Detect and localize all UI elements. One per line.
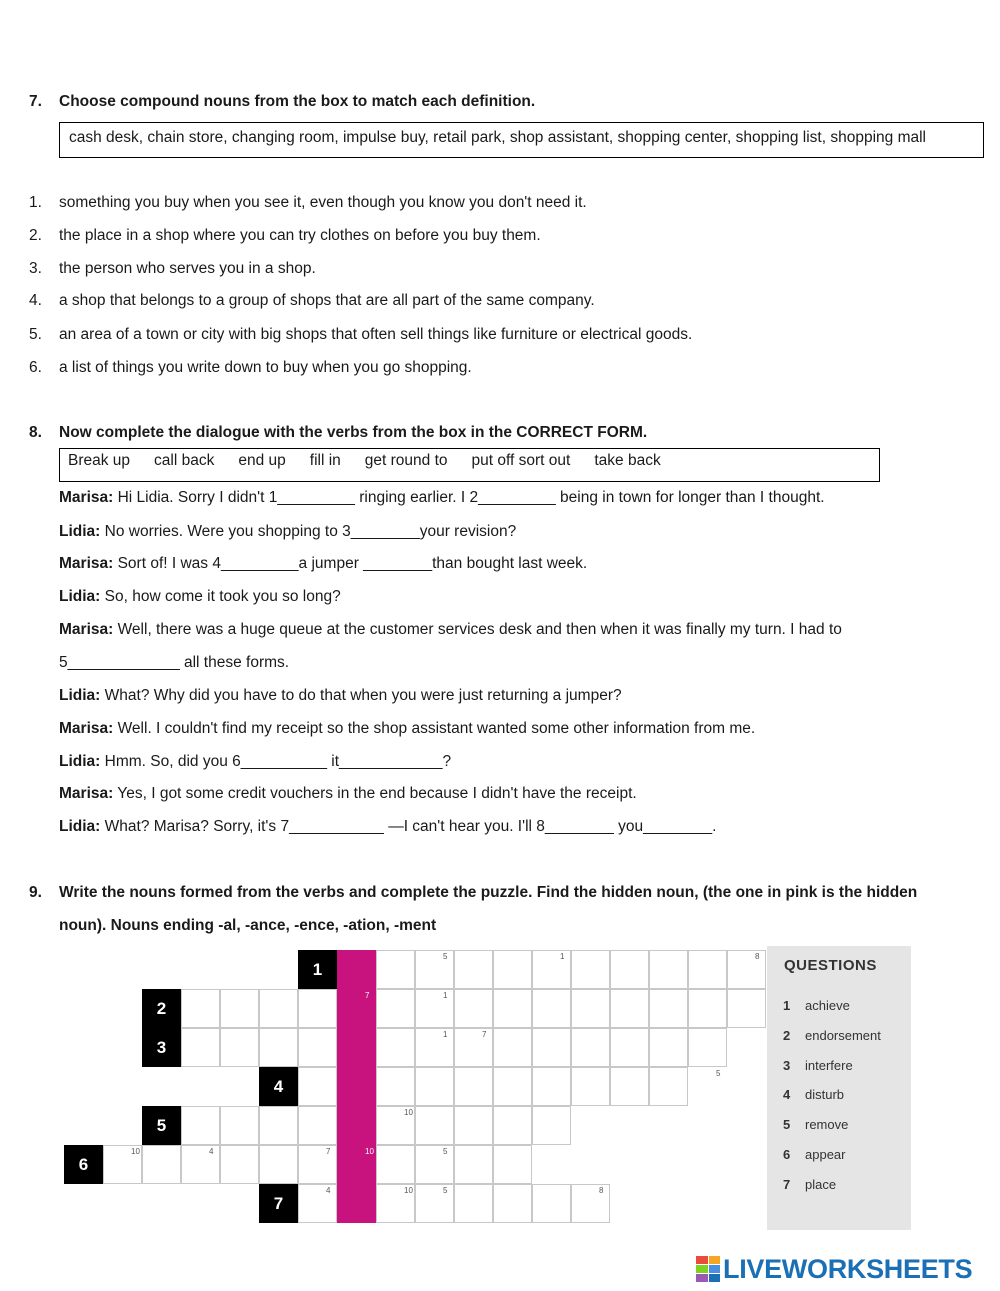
verb-word: fill in xyxy=(309,452,341,469)
definition-text: the place in a shop where you can try clothes on before you buy them. xyxy=(59,227,541,244)
cell-hint-number: 8 xyxy=(599,1186,604,1195)
crossword-cell[interactable] xyxy=(415,1184,454,1223)
cell-hint-number: 5 xyxy=(443,1147,448,1156)
cell-hint-number: 1 xyxy=(443,1030,448,1039)
crossword-cell[interactable] xyxy=(181,1145,220,1184)
crossword-cell[interactable] xyxy=(571,950,610,989)
line-text: No worries. Were you shopping to 3________your revision? xyxy=(100,523,517,540)
dialogue-line xyxy=(59,687,622,705)
crossword-cell[interactable] xyxy=(688,950,727,989)
speaker: Marisa: xyxy=(59,785,114,802)
hidden-word-cell[interactable] xyxy=(337,950,376,989)
crossword-cell[interactable] xyxy=(571,1067,610,1106)
crossword-cell[interactable] xyxy=(181,1028,220,1067)
definition-number: 4. xyxy=(29,292,42,309)
q7-number: 7. xyxy=(29,93,42,110)
cell-hint-number: 10 xyxy=(404,1186,413,1195)
speaker: Lidia: xyxy=(59,818,101,835)
crossword-cell[interactable] xyxy=(142,1145,181,1184)
crossword-cell[interactable] xyxy=(532,1028,571,1067)
crossword-cell[interactable] xyxy=(532,1067,571,1106)
crossword-cell[interactable] xyxy=(454,1067,493,1106)
crossword-cell[interactable] xyxy=(649,950,688,989)
question-verb: endorsement xyxy=(805,1028,881,1043)
crossword-cell[interactable] xyxy=(220,1028,259,1067)
crossword-cell[interactable] xyxy=(649,989,688,1028)
dialogue-line xyxy=(59,555,587,573)
crossword-cell[interactable] xyxy=(415,1028,454,1067)
q8-verb-box xyxy=(59,448,880,482)
dialogue-line xyxy=(59,818,716,836)
cell-hint-number: 7 xyxy=(326,1147,331,1156)
cell-hint-number: 10 xyxy=(404,1108,413,1117)
definition-number: 3. xyxy=(29,260,42,277)
crossword-cell[interactable] xyxy=(454,989,493,1028)
definition-text: something you buy when you see it, even though you know you don't need it. xyxy=(59,194,587,211)
crossword-cell[interactable] xyxy=(415,1067,454,1106)
crossword-cell[interactable] xyxy=(220,1145,259,1184)
question-item xyxy=(783,1177,836,1192)
crossword-cell[interactable] xyxy=(493,950,532,989)
definition-number: 6. xyxy=(29,359,42,376)
crossword-cell[interactable] xyxy=(376,989,415,1028)
verb-word: Break up xyxy=(68,452,131,469)
cell-hint-number: 4 xyxy=(326,1186,331,1195)
q9-title-line2: noun). Nouns ending -al, -ance, -ence, -ation, -ment xyxy=(59,917,437,934)
dialogue-line xyxy=(59,720,755,738)
hidden-word-cell[interactable] xyxy=(337,1184,376,1223)
definition-text: an area of a town or city with big shops that often sell things like furniture or electrical goods. xyxy=(59,326,693,343)
q7-word-box xyxy=(59,122,984,158)
crossword-cell[interactable] xyxy=(493,989,532,1028)
speaker: Marisa: xyxy=(59,720,114,737)
crossword-row-label: 1 xyxy=(298,950,337,989)
cell-hint-number: 1 xyxy=(560,952,565,961)
crossword-cell[interactable] xyxy=(727,989,766,1028)
line-text: 5_____________ all these forms. xyxy=(59,654,290,671)
q7-title: Choose compound nouns from the box to match each definition. xyxy=(59,93,536,110)
verb-word: end up xyxy=(238,452,286,469)
crossword-cell[interactable] xyxy=(376,1067,415,1106)
question-item xyxy=(783,1058,853,1073)
cell-hint-number: 4 xyxy=(209,1147,214,1156)
speaker: Lidia: xyxy=(59,523,101,540)
crossword-row-label: 7 xyxy=(259,1184,298,1223)
question-verb: place xyxy=(805,1177,837,1192)
cell-hint-number: 10 xyxy=(131,1147,140,1156)
crossword-cell[interactable] xyxy=(571,1184,610,1223)
crossword-cell[interactable] xyxy=(610,989,649,1028)
crossword-cell[interactable] xyxy=(454,1184,493,1223)
definition-text: a list of things you write down to buy when you go shopping. xyxy=(59,359,472,376)
crossword-cell[interactable] xyxy=(493,1106,532,1145)
crossword-cell[interactable] xyxy=(532,989,571,1028)
crossword-cell[interactable] xyxy=(181,989,220,1028)
definition-text: a shop that belongs to a group of shops that are all part of the same company. xyxy=(59,292,595,309)
crossword-cell[interactable] xyxy=(376,1028,415,1067)
dialogue-line xyxy=(59,785,637,803)
line-text: What? Marisa? Sorry, it's 7___________ —I can't hear you. I'll 8________ you________. xyxy=(100,818,717,835)
line-text: Hi Lidia. Sorry I didn't 1_________ ringing earlier. I 2_________ being in town for longer than I thought. xyxy=(113,489,825,506)
cell-hint-number: 5 xyxy=(716,1069,721,1078)
crossword-cell[interactable] xyxy=(688,989,727,1028)
question-number: 4 xyxy=(783,1087,791,1102)
line-text: Well. I couldn't find my receipt so the shop assistant wanted some other information from me. xyxy=(113,720,756,737)
crossword-row-label: 3 xyxy=(142,1028,181,1067)
crossword-cell[interactable] xyxy=(220,989,259,1028)
cell-hint-number: 5 xyxy=(443,952,448,961)
crossword-cell[interactable] xyxy=(298,1145,337,1184)
question-number: 1 xyxy=(783,998,791,1013)
q7-word-list: cash desk, chain store, changing room, impulse buy, retail park, shop assistant, shopping center, shopping list, shopping mall xyxy=(69,129,926,146)
line-text: Well, there was a huge queue at the customer services desk and then when it was finally my turn. I had to xyxy=(113,621,842,638)
hidden-word-cell[interactable] xyxy=(337,1106,376,1145)
crossword-row-label: 5 xyxy=(142,1106,181,1145)
question-item xyxy=(783,1147,845,1162)
crossword-cell[interactable] xyxy=(259,1145,298,1184)
line-text: Hmm. So, did you 6__________ it____________? xyxy=(100,753,452,770)
crossword-cell[interactable] xyxy=(727,950,766,989)
crossword-cell[interactable] xyxy=(454,1028,493,1067)
crossword-cell[interactable] xyxy=(298,989,337,1028)
q8-number: 8. xyxy=(29,424,42,441)
crossword-cell[interactable] xyxy=(688,1028,727,1067)
question-verb: achieve xyxy=(805,998,850,1013)
question-item xyxy=(783,1117,848,1132)
question-verb: appear xyxy=(805,1147,846,1162)
questions-title: QUESTIONS xyxy=(784,957,877,974)
crossword-cell[interactable] xyxy=(571,1028,610,1067)
crossword-cell[interactable] xyxy=(454,950,493,989)
liveworksheets-logo xyxy=(696,1254,972,1284)
crossword-cell[interactable] xyxy=(415,1145,454,1184)
q9-number: 9. xyxy=(29,884,42,901)
question-item xyxy=(783,1028,881,1043)
crossword-cell[interactable] xyxy=(376,950,415,989)
question-number: 2 xyxy=(783,1028,791,1043)
crossword-cell[interactable] xyxy=(493,1067,532,1106)
question-verb: remove xyxy=(805,1117,849,1132)
crossword-cell[interactable] xyxy=(220,1106,259,1145)
speaker: Lidia: xyxy=(59,687,101,704)
logo-text: LIVEWORKSHEETS xyxy=(723,1253,973,1284)
crossword-cell[interactable] xyxy=(259,1028,298,1067)
dialogue-line xyxy=(59,621,842,639)
crossword-row-label: 6 xyxy=(64,1145,103,1184)
crossword-cell[interactable] xyxy=(454,1106,493,1145)
crossword-cell[interactable] xyxy=(415,950,454,989)
crossword-cell[interactable] xyxy=(298,1106,337,1145)
logo-mark-icon xyxy=(696,1256,720,1282)
crossword-cell[interactable] xyxy=(571,989,610,1028)
crossword-cell[interactable] xyxy=(298,1028,337,1067)
verb-word: call back xyxy=(154,452,215,469)
crossword-cell[interactable] xyxy=(415,989,454,1028)
question-number: 5 xyxy=(783,1117,791,1132)
q8-title: Now complete the dialogue with the verbs from the box in the CORRECT FORM. xyxy=(59,424,648,441)
hidden-word-cell[interactable] xyxy=(337,989,376,1028)
dialogue-line xyxy=(59,753,451,771)
speaker: Lidia: xyxy=(59,588,101,605)
speaker: Marisa: xyxy=(59,489,114,506)
crossword-cell[interactable] xyxy=(610,1028,649,1067)
crossword-cell[interactable] xyxy=(181,1106,220,1145)
question-number: 3 xyxy=(783,1058,791,1073)
crossword-cell[interactable] xyxy=(649,1067,688,1106)
crossword-cell[interactable] xyxy=(532,1106,571,1145)
crossword-cell[interactable] xyxy=(493,1184,532,1223)
cell-hint-number: 5 xyxy=(443,1186,448,1195)
dialogue-line xyxy=(59,523,516,541)
dialogue-line xyxy=(59,654,289,672)
crossword-cell[interactable] xyxy=(493,1145,532,1184)
definition-text: the person who serves you in a shop. xyxy=(59,260,316,277)
speaker: Marisa: xyxy=(59,621,114,638)
question-item xyxy=(783,1087,844,1102)
crossword-cell[interactable] xyxy=(610,1067,649,1106)
question-number: 6 xyxy=(783,1147,791,1162)
crossword-cell[interactable] xyxy=(454,1145,493,1184)
hidden-word-cell[interactable] xyxy=(337,1028,376,1067)
crossword-cell[interactable] xyxy=(259,989,298,1028)
question-verb: interfere xyxy=(805,1058,853,1073)
speaker: Marisa: xyxy=(59,555,114,572)
cell-hint-number: 8 xyxy=(755,952,760,961)
crossword-cell[interactable] xyxy=(415,1106,454,1145)
cell-hint-number: 7 xyxy=(365,991,370,1000)
crossword-row-label: 4 xyxy=(259,1067,298,1106)
crossword-cell[interactable] xyxy=(298,1184,337,1223)
crossword-cell[interactable] xyxy=(532,950,571,989)
hidden-word-cell[interactable] xyxy=(337,1067,376,1106)
speaker: Lidia: xyxy=(59,753,101,770)
line-text: Yes, I got some credit vouchers in the end because I didn't have the receipt. xyxy=(113,785,637,802)
line-text: Sort of! I was 4_________a jumper ________than bought last week. xyxy=(113,555,588,572)
definition-number: 5. xyxy=(29,326,42,343)
verb-word: get round to xyxy=(364,452,448,469)
line-text: So, how come it took you so long? xyxy=(100,588,341,605)
q8-verb-list xyxy=(68,452,685,470)
definition-number: 1. xyxy=(29,194,42,211)
cell-hint-number: 1 xyxy=(443,991,448,1000)
dialogue-line xyxy=(59,588,341,606)
crossword-row-label: 2 xyxy=(142,989,181,1028)
line-text: What? Why did you have to do that when you were just returning a jumper? xyxy=(100,687,622,704)
crossword-cell[interactable] xyxy=(610,950,649,989)
verb-word: take back xyxy=(594,452,661,469)
question-item xyxy=(783,998,850,1013)
q9-title-line1: Write the nouns formed from the verbs and complete the puzzle. Find the hidden noun, (the one in pink is the hidden xyxy=(59,884,918,901)
question-verb: disturb xyxy=(805,1087,845,1102)
crossword-cell[interactable] xyxy=(376,1145,415,1184)
definition-number: 2. xyxy=(29,227,42,244)
dialogue-line xyxy=(59,489,825,507)
question-number: 7 xyxy=(783,1177,791,1192)
crossword-cell[interactable] xyxy=(493,1028,532,1067)
cell-hint-number: 7 xyxy=(482,1030,487,1039)
crossword-cell[interactable] xyxy=(298,1067,337,1106)
cell-hint-number: 10 xyxy=(365,1147,374,1156)
crossword-cell[interactable] xyxy=(532,1184,571,1223)
verb-word: put off sort out xyxy=(471,452,571,469)
crossword-cell[interactable] xyxy=(649,1028,688,1067)
questions-panel xyxy=(767,946,911,1230)
crossword-cell[interactable] xyxy=(259,1106,298,1145)
